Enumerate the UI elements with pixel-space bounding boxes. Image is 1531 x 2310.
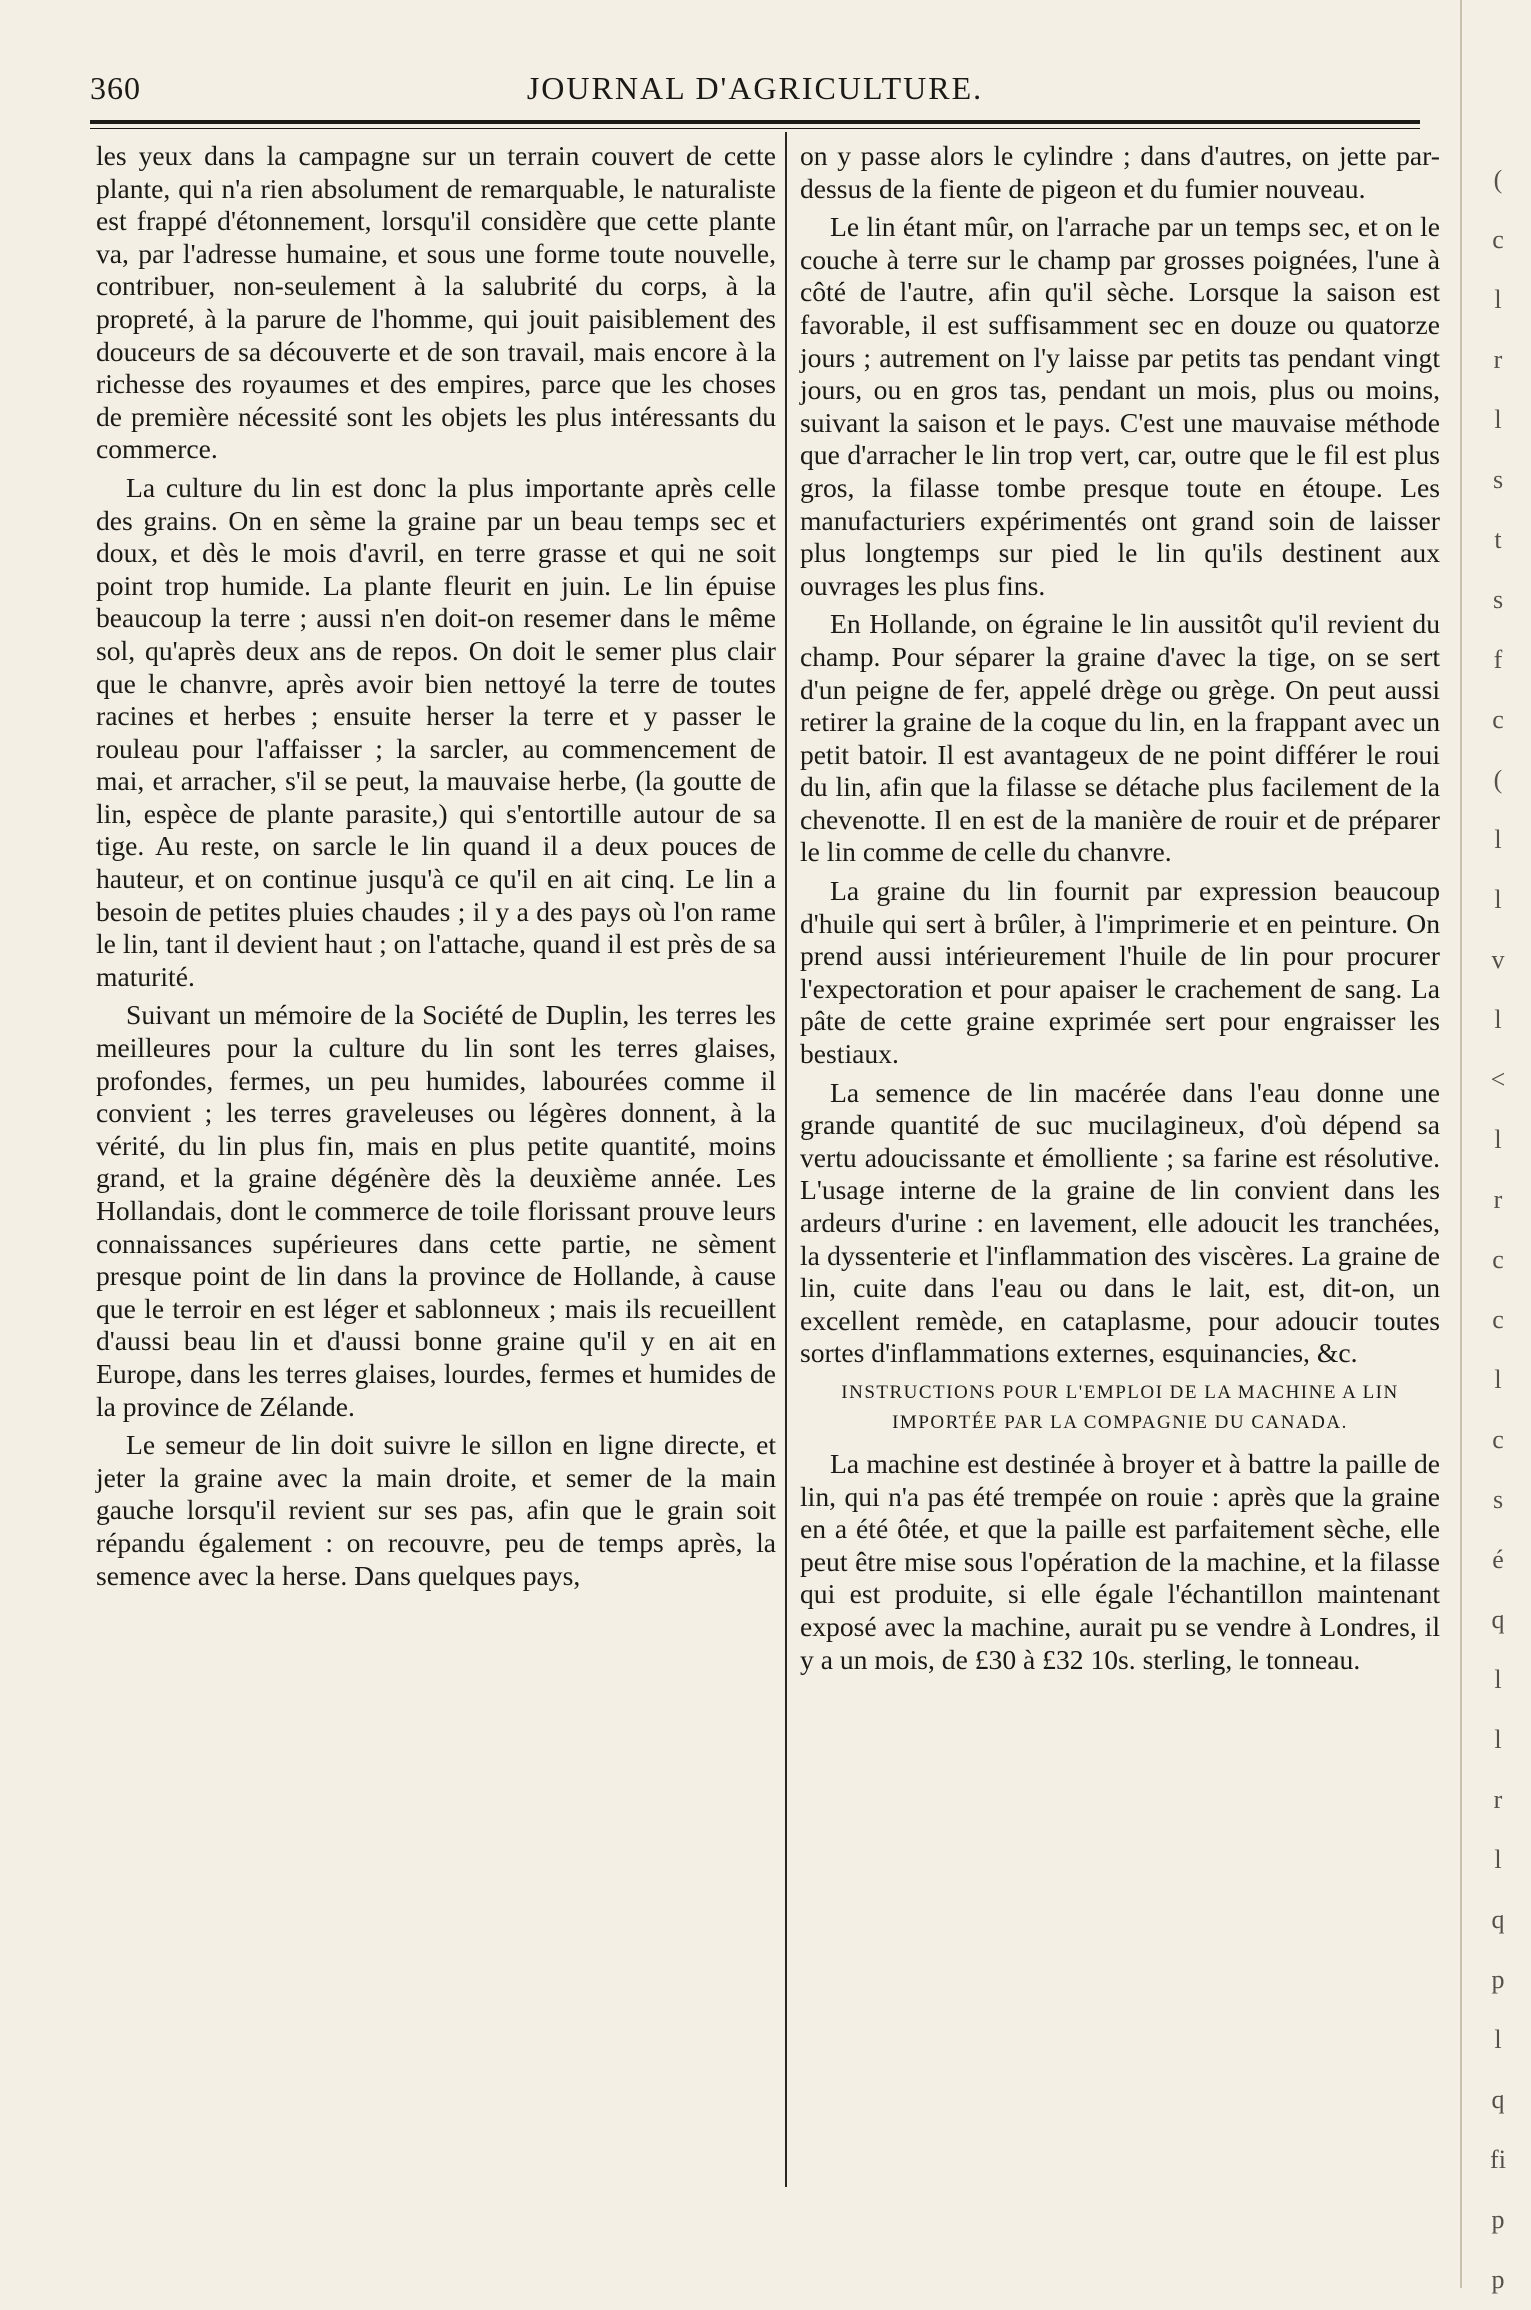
margin-fragment: q — [1491, 2085, 1505, 2114]
margin-fragment: c — [1492, 1305, 1504, 1334]
header-rule-thick — [90, 120, 1420, 124]
margin-fragment: c — [1492, 705, 1504, 734]
running-title: JOURNAL D'AGRICULTURE. — [526, 70, 984, 106]
margin-fragment: t — [1494, 525, 1502, 554]
margin-fragment: r — [1493, 345, 1503, 374]
section-title: INSTRUCTIONS POUR L'EMPLOI DE LA MACHINE A LIN IMPORTÉE PAR LA COMPAGNIE DU CANADA. — [841, 1381, 1399, 1433]
margin-fragment: q — [1491, 1905, 1505, 1934]
margin-fragment: c — [1492, 1245, 1504, 1274]
left-column — [96, 140, 776, 1598]
margin-fragment: < — [1490, 1065, 1506, 1094]
paragraph: La machine est destinée à broyer et à battre la paille de lin, qui n'a pas été trempée on rouie : après que la graine en a été ôtée, et que la paille est parfaitement sèche, elle peut être mise sous l'opération de la machine, et la filasse qui est produite, si elle égale l'échantillon maintenant exposé avec la machine, aurait pu se vendre à Londres, il y a un mois, de £30 à £32 10s. sterling, le tonneau. — [800, 1447, 1440, 1675]
paragraph: Suivant un mémoire de la Société de Duplin, les terres les meilleures pour la culture du lin sont les terres glaises, profondes, fermes, un peu humides, labourées comme il convient ; les terres graveleuses ou légères donnent, à la vérité, du lin plus fin, mais en plus petite quantité, moins grand, et la graine dégénère dès la deuxième année. Les Hollandais, dont le commerce de toile florissant prouve leurs connaissances supérieures dans cette partie, ne sèment presque point de lin dans la province de Hollande, à cause que le terroir en est léger et sablonneux ; mais ils recueillent d'aussi beau lin et d'aussi bonne graine qu'il y en ait en Europe, dans les terres glaises, lourdes, fermes et humides de la province de Zélande. — [96, 999, 776, 1422]
paragraph: En Hollande, on égraine le lin aussitôt qu'il revient du champ. Pour séparer la graine d'avec la tige, on se sert d'un peigne de fer, appelé drège ou grège. On peut aussi retirer la graine de la coque du lin, en la frappant avec un petit batoir. Il est avantageux de ne point différer le roui du lin, afin que la filasse se détache plus facilement de la chevenotte. Il en est de la manière de rouir et de préparer le lin comme de celle du chanvre. — [800, 608, 1440, 868]
margin-fragment: c — [1492, 1425, 1504, 1454]
margin-fragment: f — [1493, 645, 1503, 674]
margin-fragment: r — [1493, 1185, 1503, 1214]
margin-fragment: p — [1491, 2265, 1505, 2294]
margin-fragment: fi — [1490, 2145, 1506, 2174]
margin-fragment: s — [1492, 585, 1504, 614]
margin-fragment: s — [1492, 465, 1504, 494]
margin-fragment: l — [1494, 1665, 1502, 1694]
margin-fragment: s — [1492, 1485, 1504, 1514]
paragraph: La graine du lin fournit par expression beaucoup d'huile qui sert à brûler, à l'imprimerie et en peinture. On prend aussi intérieurement l'huile de lin pour procurer l'expectoration et pour apaiser le crachement de sang. La pâte de cette graine exprimée sert pour engraisser les bestiaux. — [800, 875, 1440, 1070]
margin-fragment: l — [1494, 885, 1502, 914]
paragraph: on y passe alors le cylindre ; dans d'autres, on jette par-dessus de la fiente de pigeon et du fumier nouveau. — [800, 140, 1440, 204]
paragraph: Le semeur de lin doit suivre le sillon en ligne directe, et jeter la graine avec la main droite, et semer de la main gauche lorsqu'il revient sur ses pas, afin que le grain soit répandu également : on recouvre, peu de temps après, la semence avec la herse. Dans quelques pays, — [96, 1429, 776, 1591]
margin-fragment: v — [1491, 945, 1505, 974]
facing-page-edge — [1460, 0, 1462, 2288]
margin-fragment: l — [1494, 1725, 1502, 1754]
margin-fragment: l — [1494, 1125, 1502, 1154]
margin-fragment: é — [1492, 1545, 1504, 1574]
margin-fragment: l — [1494, 285, 1502, 314]
right-column — [800, 140, 1440, 1682]
margin-fragment: l — [1494, 405, 1502, 434]
margin-fragment: ( — [1493, 165, 1503, 194]
margin-fragment: l — [1494, 1365, 1502, 1394]
paragraph: Le lin étant mûr, on l'arrache par un temps sec, et on le couche à terre sur le champ par grosses poignées, l'une à côté de l'autre, afin qu'il sèche. Lorsque la saison est favorable, il est suffisamment sec en douze ou quatorze jours ; autrement on l'y laisse par petits tas pendant vingt jours, ou en gros tas, pendant un mois, plus ou moins, suivant la saison et le pays. C'est une mauvaise méthode que d'arracher le lin trop vert, car, outre que le fil est plus gros, la filasse tombe presque toute en étoupe. Les manufacturiers expérimentés ont grand soin de laisser plus longtemps sur pied le lin qu'ils destinent aux ouvrages les plus fins. — [800, 211, 1440, 601]
header-rule-thin — [90, 128, 1420, 129]
margin-fragment: q — [1491, 1605, 1505, 1634]
facing-page-fragments — [1478, 150, 1518, 2294]
page-number: 360 — [90, 70, 141, 106]
paragraph: les yeux dans la campagne sur un terrain couvert de cette plante, qui n'a rien absolument de remarquable, le naturaliste est frappé d'étonnement, lorsqu'il considère que cette plante va, par l'adresse humaine, et sous une forme toute nouvelle, contribuer, non-seulement à la salubrité du corps, à la propreté, à la parure de l'homme, qui jouit paisiblement des douceurs de sa découverte et de son travail, mais encore à la richesse des royaumes et des empires, parce que les choses de première nécessité sont les objets les plus intéressants du commerce. — [96, 140, 776, 465]
margin-fragment: p — [1491, 2205, 1505, 2234]
paragraph: La culture du lin est donc la plus importante après celle des grains. On en sème la graine par un beau temps sec et doux, et dès le mois d'avril, en terre grasse et qui ne soit point trop humide. La plante fleurit en juin. Le lin épuise beaucoup la terre ; aussi n'en doit-on resemer dans le même sol, qu'après deux ans de repos. On doit le semer plus clair que le chanvre, après avoir bien nettoyé la terre de toutes racines et herbes ; ensuite herser la terre et y passer le rouleau pour l'affaisser ; la sarcler, au commencement de mai, et arracher, s'il se peut, la mauvaise herbe, (la goutte de lin, espèce de plante parasite,) qui s'entortille autour de sa tige. Au reste, on sarcle le lin quand il a deux pouces de hauteur, et on continue jusqu'à ce qu'il en ait cinq. Le lin a besoin de petites pluies chaudes ; il y a des pays où l'on rame le lin, tant il devient haut ; on l'attache, quand il est près de sa maturité. — [96, 471, 776, 992]
column-divider — [785, 132, 787, 2187]
margin-fragment: l — [1494, 1845, 1502, 1874]
margin-fragment: l — [1494, 1005, 1502, 1034]
margin-fragment: l — [1494, 825, 1502, 854]
page-header — [90, 64, 1420, 114]
margin-fragment: c — [1492, 225, 1504, 254]
margin-fragment: r — [1493, 1785, 1503, 1814]
paragraph: La semence de lin macérée dans l'eau donne une grande quantité de suc mucilagineux, d'où dépend sa vertu adoucissante et émolliente ; sa farine est résolutive. L'usage interne de la graine de lin convient dans les ardeurs d'urine : en lavement, elle adoucit les tranchées, la dyssenterie et l'inflammation des viscères. La graine de lin, cuite dans l'eau ou dans le lait, est, dit-on, un excellent remède, en cataplasme, pour adoucir toutes sortes d'inflammations externes, esquinancies, &c. — [800, 1076, 1440, 1369]
margin-fragment: l — [1494, 2025, 1502, 2054]
margin-fragment: p — [1491, 1965, 1505, 1994]
margin-fragment: ( — [1493, 765, 1503, 794]
